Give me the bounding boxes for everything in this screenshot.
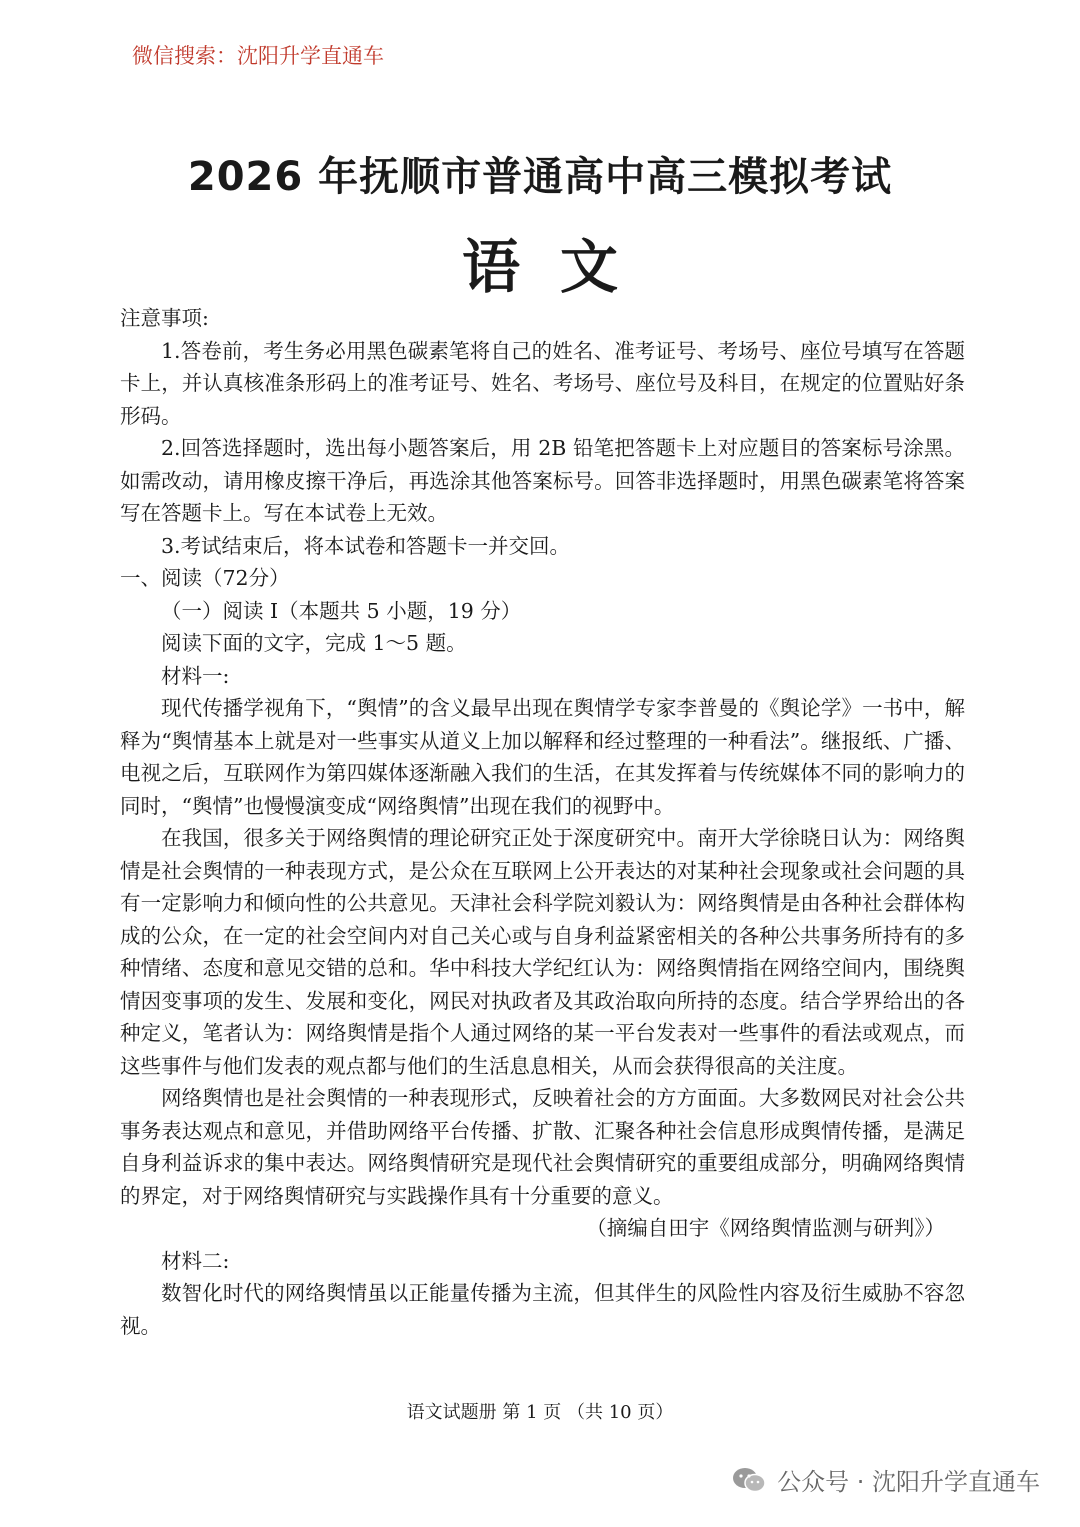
material1-paragraph-3: 网络舆情也是社会舆情的一种表现形式，反映着社会的方方面面。大多数网民对社会公共事务表达观点和意见，并借助网络平台传播、扩散、汇聚各种社会信息形成舆情传播，是满足自身利益诉求的集中表达。网络舆情研究是现代社会舆情研究的重要组成部分，明确网络舆情的界定，对于网络舆情研究与实践操作具有十分重要的意义。 bbox=[120, 1086, 965, 1208]
exam-title: 2026 年抚顺市普通高中高三模拟考试 bbox=[187, 154, 893, 200]
material1-source: （摘编自田宇《网络舆情监测与研判》） bbox=[586, 1216, 945, 1240]
material1-paragraph-1: 现代传播学视角下，“舆情”的含义最早出现在舆情学专家李普曼的《舆论学》一书中，解释为“舆情基本上就是对一些事实从道义上加以解释和经过整理的一种看法”。继报纸、广播、电视之后，互联网作为第四媒体逐渐融入我们的生活，在其发挥着与传统媒体不同的影响力的同时，“舆情”也慢慢演变成“网络舆情”出现在我们的视野中。 bbox=[120, 696, 965, 818]
section-instruction: 阅读下面的文字，完成 1～5 题。 bbox=[161, 631, 467, 655]
wechat-watermark bbox=[731, 1462, 1040, 1497]
subject-title: 语文 bbox=[461, 233, 658, 301]
notes-item-1: 1.答卷前，考生务必用黑色碳素笔将自己的姓名、准考证号、考场号、座位号填写在答题卡上，并认真核准条形码上的准考证号、姓名、考场号、座位号及科目，在规定的位置贴好条形码。 bbox=[120, 338, 965, 428]
exam-content bbox=[120, 302, 965, 1342]
section-sub-heading: （一）阅读 I（本题共 5 小题，19 分） bbox=[161, 598, 522, 623]
material2-label: 材料二: bbox=[161, 1248, 230, 1273]
material2-paragraph-1: 数智化时代的网络舆情虽以正能量传播为主流，但其伴生的风险性内容及衍生威胁不容忽视。 bbox=[120, 1281, 965, 1338]
wechat-account-name: 公众号 · 沈阳升学直通车 bbox=[777, 1468, 1040, 1496]
wechat-icon bbox=[731, 1466, 767, 1494]
material1-label: 材料一: bbox=[161, 663, 230, 688]
notes-heading: 注意事项: bbox=[120, 306, 209, 330]
notes-item-2: 2.回答选择题时，选出每小题答案后，用 2B 铅笔把答题卡上对应题目的答案标号涂黑。如需改动，请用橡皮擦干净后，再选涂其他答案标号。回答非选择题时，用黑色碳素笔将答案写在答题卡上。写在本试卷上无效。 bbox=[120, 436, 965, 525]
section-heading: 一、阅读（72分） bbox=[120, 566, 290, 590]
notes-item-3: 3.考试结束后，将本试卷和答题卡一并交回。 bbox=[161, 533, 571, 558]
page-footer: 语文试题册 第 1 页 （共 10 页） bbox=[406, 1402, 674, 1423]
watermark-text: 微信搜索：沈阳升学直通车 bbox=[132, 44, 384, 68]
material1-paragraph-2: 在我国，很多关于网络舆情的理论研究正处于深度研究中。南开大学徐晓日认为：网络舆情是社会舆情的一种表现方式，是公众在互联网上公开表达的对某种社会现象或社会问题的具有一定影响力和倾向性的公共意见。天津社会科学院刘毅认为：网络舆情是由各种社会群体构成的公众，在一定的社会空间内对自己关心或与自身利益紧密相关的各种公共事务所持有的多种情绪、态度和意见交错的总和。华中科技大学纪红认为：网络舆情指在网络空间内，围绕舆情因变事项的发生、发展和变化，网民对执政者及其政治取向所持的态度。结合学界给出的各种定义，笔者认为：网络舆情是指个人通过网络的某一平台发表对一些事件的看法或观点，而这些事件与他们发表的观点都与他们的生活息息相关，从而会获得很高的关注度。 bbox=[120, 826, 965, 1078]
